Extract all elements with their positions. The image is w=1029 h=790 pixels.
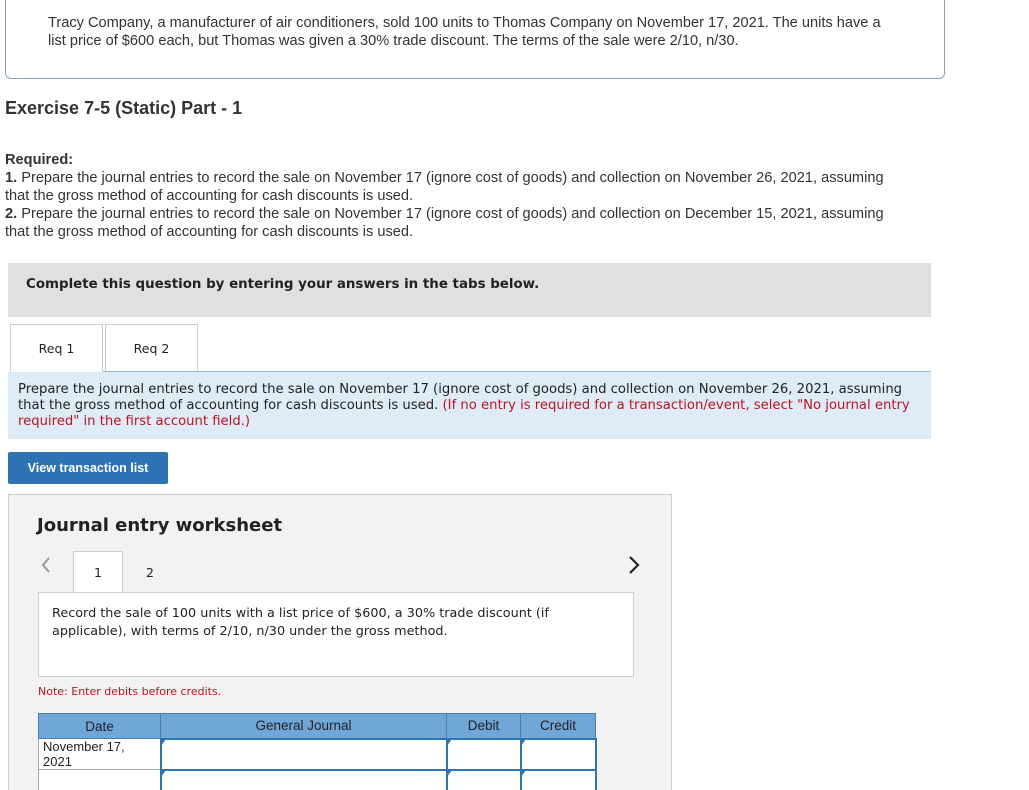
account-input[interactable] [162,771,446,790]
worksheet-tab-2[interactable]: 2 [146,564,154,580]
transaction-description [38,592,634,677]
table-row [39,770,596,790]
account-input[interactable] [162,740,446,769]
tab-description-text: Prepare the journal entries to record the sale on November 17 (ignore cost of goods) and collection on November 26, 2021, assuming that the gross method of accounting for cash discounts is used. [18,382,903,413]
required-item-number: 1. [5,170,18,186]
chevron-left-icon[interactable] [38,555,54,575]
journal-table-header [39,714,596,739]
debit-cell[interactable] [447,739,521,770]
tab-req-2[interactable]: Req 2 [105,324,198,372]
account-cell[interactable] [161,739,447,770]
tab-description-hint: (If no entry is required for a transaction/event, select "No journal entry required" in the first account field.) [18,398,910,429]
required-item-number: 2. [5,206,18,222]
journal-entry-worksheet [8,494,672,790]
chevron-right-icon[interactable] [624,555,644,575]
exercise-title: Exercise 7-5 (Static) Part - 1 [5,98,243,118]
required-item-text: Prepare the journal entries to record the sale on November 17 (ignore cost of goods) and collection on December 15, 2021, assuming that the gross method of accounting for cash discounts is used. [5,206,884,240]
required-item-2 [5,205,905,241]
credit-cell[interactable] [521,770,596,790]
date-cell [39,770,161,790]
debit-input[interactable] [448,740,520,769]
credit-cell[interactable] [521,739,596,770]
problem-text: Tracy Company, a manufacturer of air conditioners, sold 100 units to Thomas Company on November 17, 2021. The units have a list price of $600 each, but Thomas was given a 30% trade discount. The terms of the sale were 2/10, n/30. [48,15,881,49]
transaction-description-text: Record the sale of 100 units with a list price of $600, a 30% trade discount (if applicable), with terms of 2/10, n/30 under the gross method. [52,606,549,639]
column-header-credit: Credit [521,714,596,739]
instruction-bar [8,263,931,317]
view-transaction-list-button[interactable]: View transaction list [8,452,168,484]
required-heading: Required: [5,152,74,168]
worksheet-title: Journal entry worksheet [37,515,283,536]
journal-table [38,713,597,790]
credit-input[interactable] [522,771,595,790]
column-header-debit: Debit [447,714,521,739]
instruction-text: Complete this question by entering your answers in the tabs below. [26,277,540,292]
note-text: Note: Enter debits before credits. [38,685,222,698]
credit-input[interactable] [522,740,595,769]
worksheet-tab-1[interactable]: 1 [73,551,123,593]
required-section [5,151,905,241]
account-cell[interactable] [161,770,447,790]
required-item-text: Prepare the journal entries to record the sale on November 17 (ignore cost of goods) and collection on November 26, 2021, assuming that the gross method of accounting for cash discounts is used. [5,170,884,204]
problem-statement [5,0,945,79]
tab-req-1[interactable]: Req 1 [10,324,103,372]
required-item-1 [5,169,905,205]
tab-description [8,372,931,439]
debit-input[interactable] [448,771,520,790]
date-cell: November 17, 2021 [39,739,161,770]
column-header-general-journal: General Journal [161,714,447,739]
table-row [39,739,596,770]
column-header-date: Date [39,714,161,739]
debit-cell[interactable] [447,770,521,790]
